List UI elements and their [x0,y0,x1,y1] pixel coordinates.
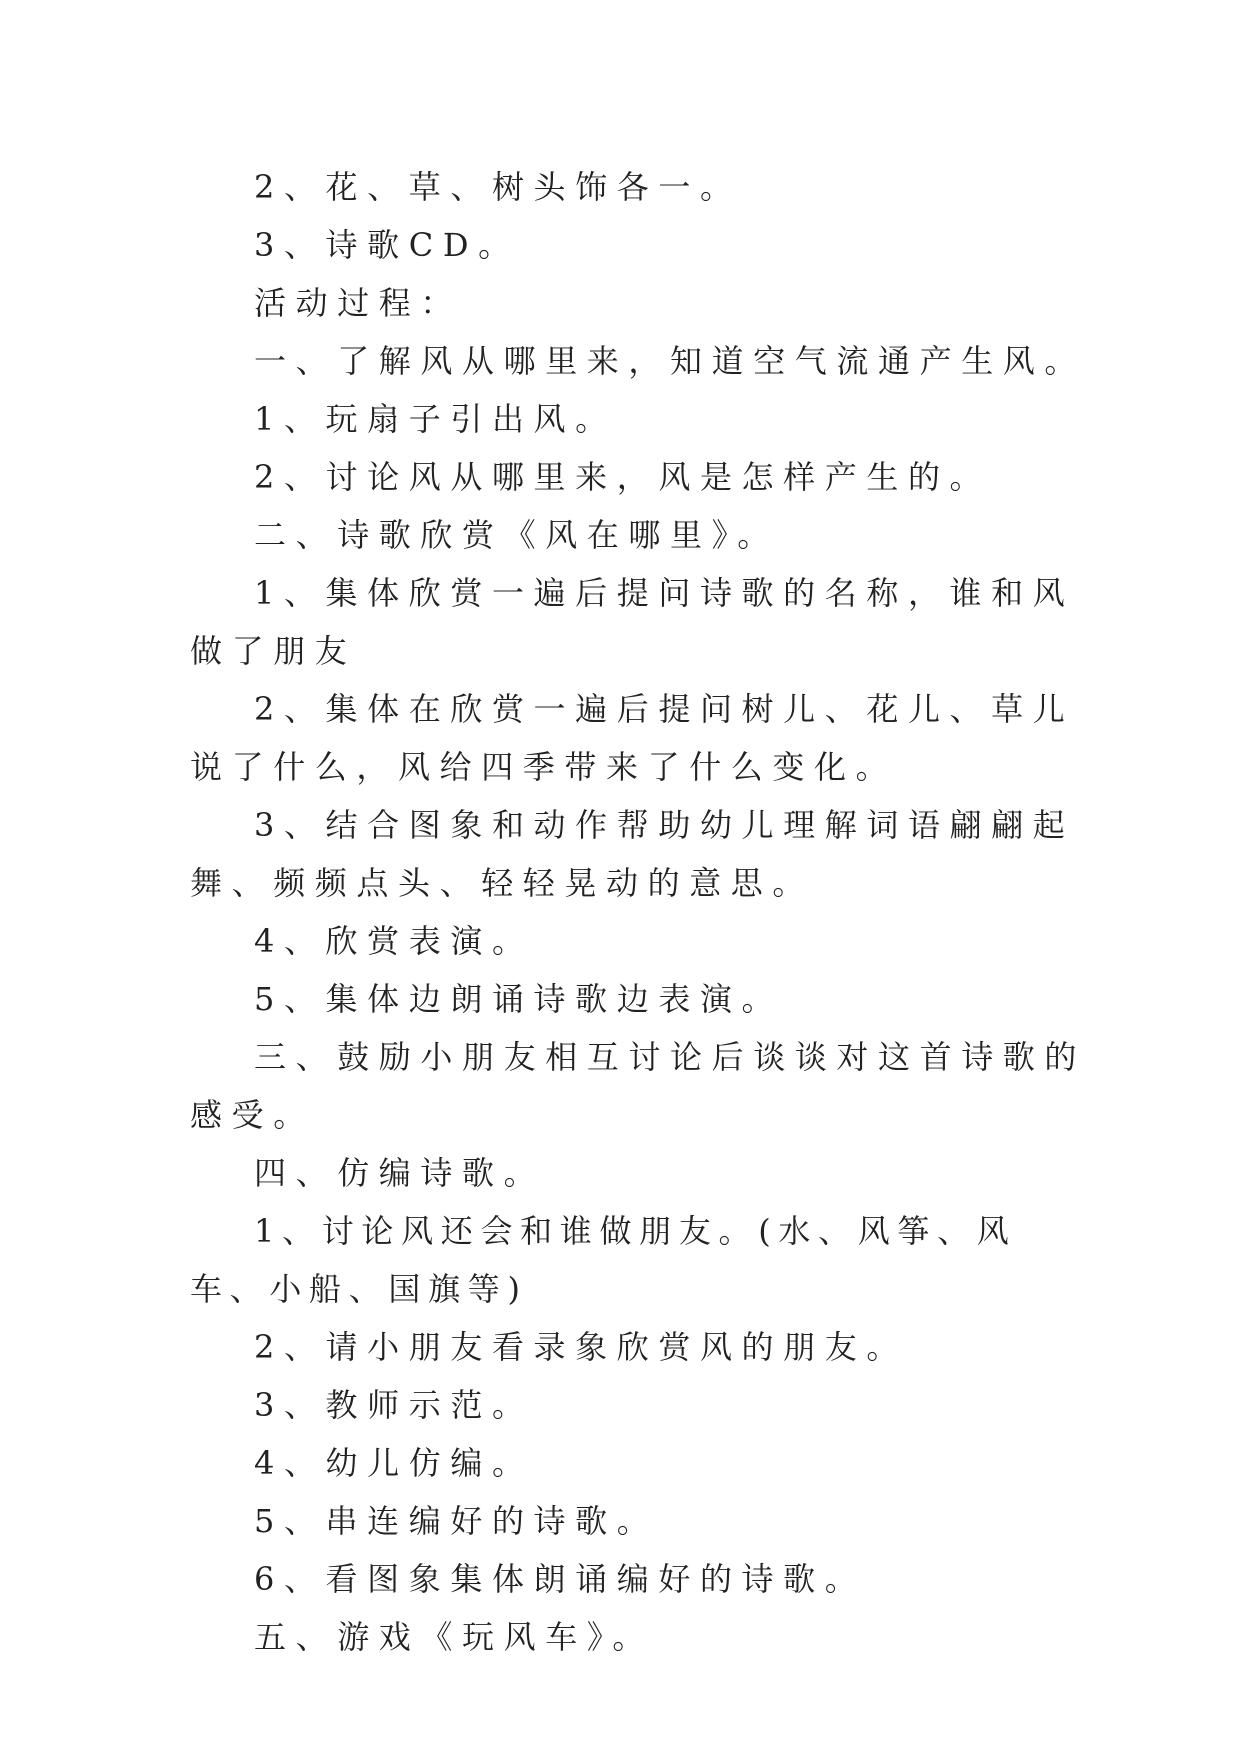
paragraph: 3、结合图象和动作帮助幼儿理解词语翩翩起舞、频频点头、轻轻晃动的意思。 [190,806,1075,902]
paragraph: 6、看图象集体朗诵编好的诗歌。 [254,1560,867,1598]
paragraph: 1、玩扇子引出风。 [254,400,617,438]
paragraph: 三、鼓励小朋友相互讨论后谈谈对这首诗歌的感受。 [190,1038,1087,1134]
paragraph: 4、欣赏表演。 [254,922,534,960]
paragraph: 5、集体边朗诵诗歌边表演。 [254,980,784,1018]
paragraph: 2、花、草、树头饰各一。 [254,168,742,206]
paragraph: 五、游戏《玩风车》。 [254,1618,655,1656]
paragraph: 2、集体在欣赏一遍后提问树儿、花儿、草儿说了什么，风给四季带来了什么变化。 [190,690,1075,786]
paragraph: 3、诗歌CD。 [254,226,520,264]
paragraph: 2、讨论风从哪里来，风是怎样产生的。 [254,458,992,496]
paragraph: 一、了解风从哪里来，知道空气流通产生风。 [254,342,1087,380]
paragraph: 1、讨论风还会和谁做朋友。(水、风筝、风车、小船、国旗等) [190,1212,1017,1308]
paragraph: 四、仿编诗歌。 [254,1154,546,1192]
paragraph: 2、请小朋友看录象欣赏风的朋友。 [254,1328,908,1366]
paragraph: 活动过程： [254,284,463,322]
paragraph: 二、诗歌欣赏《风在哪里》。 [254,516,779,554]
paragraph: 3、教师示范。 [254,1386,534,1424]
paragraph: 5、串连编好的诗歌。 [254,1502,659,1540]
document-body [190,158,1090,1666]
paragraph: 1、集体欣赏一遍后提问诗歌的名称，谁和风做了朋友 [190,574,1075,670]
paragraph: 4、幼儿仿编。 [254,1444,534,1482]
